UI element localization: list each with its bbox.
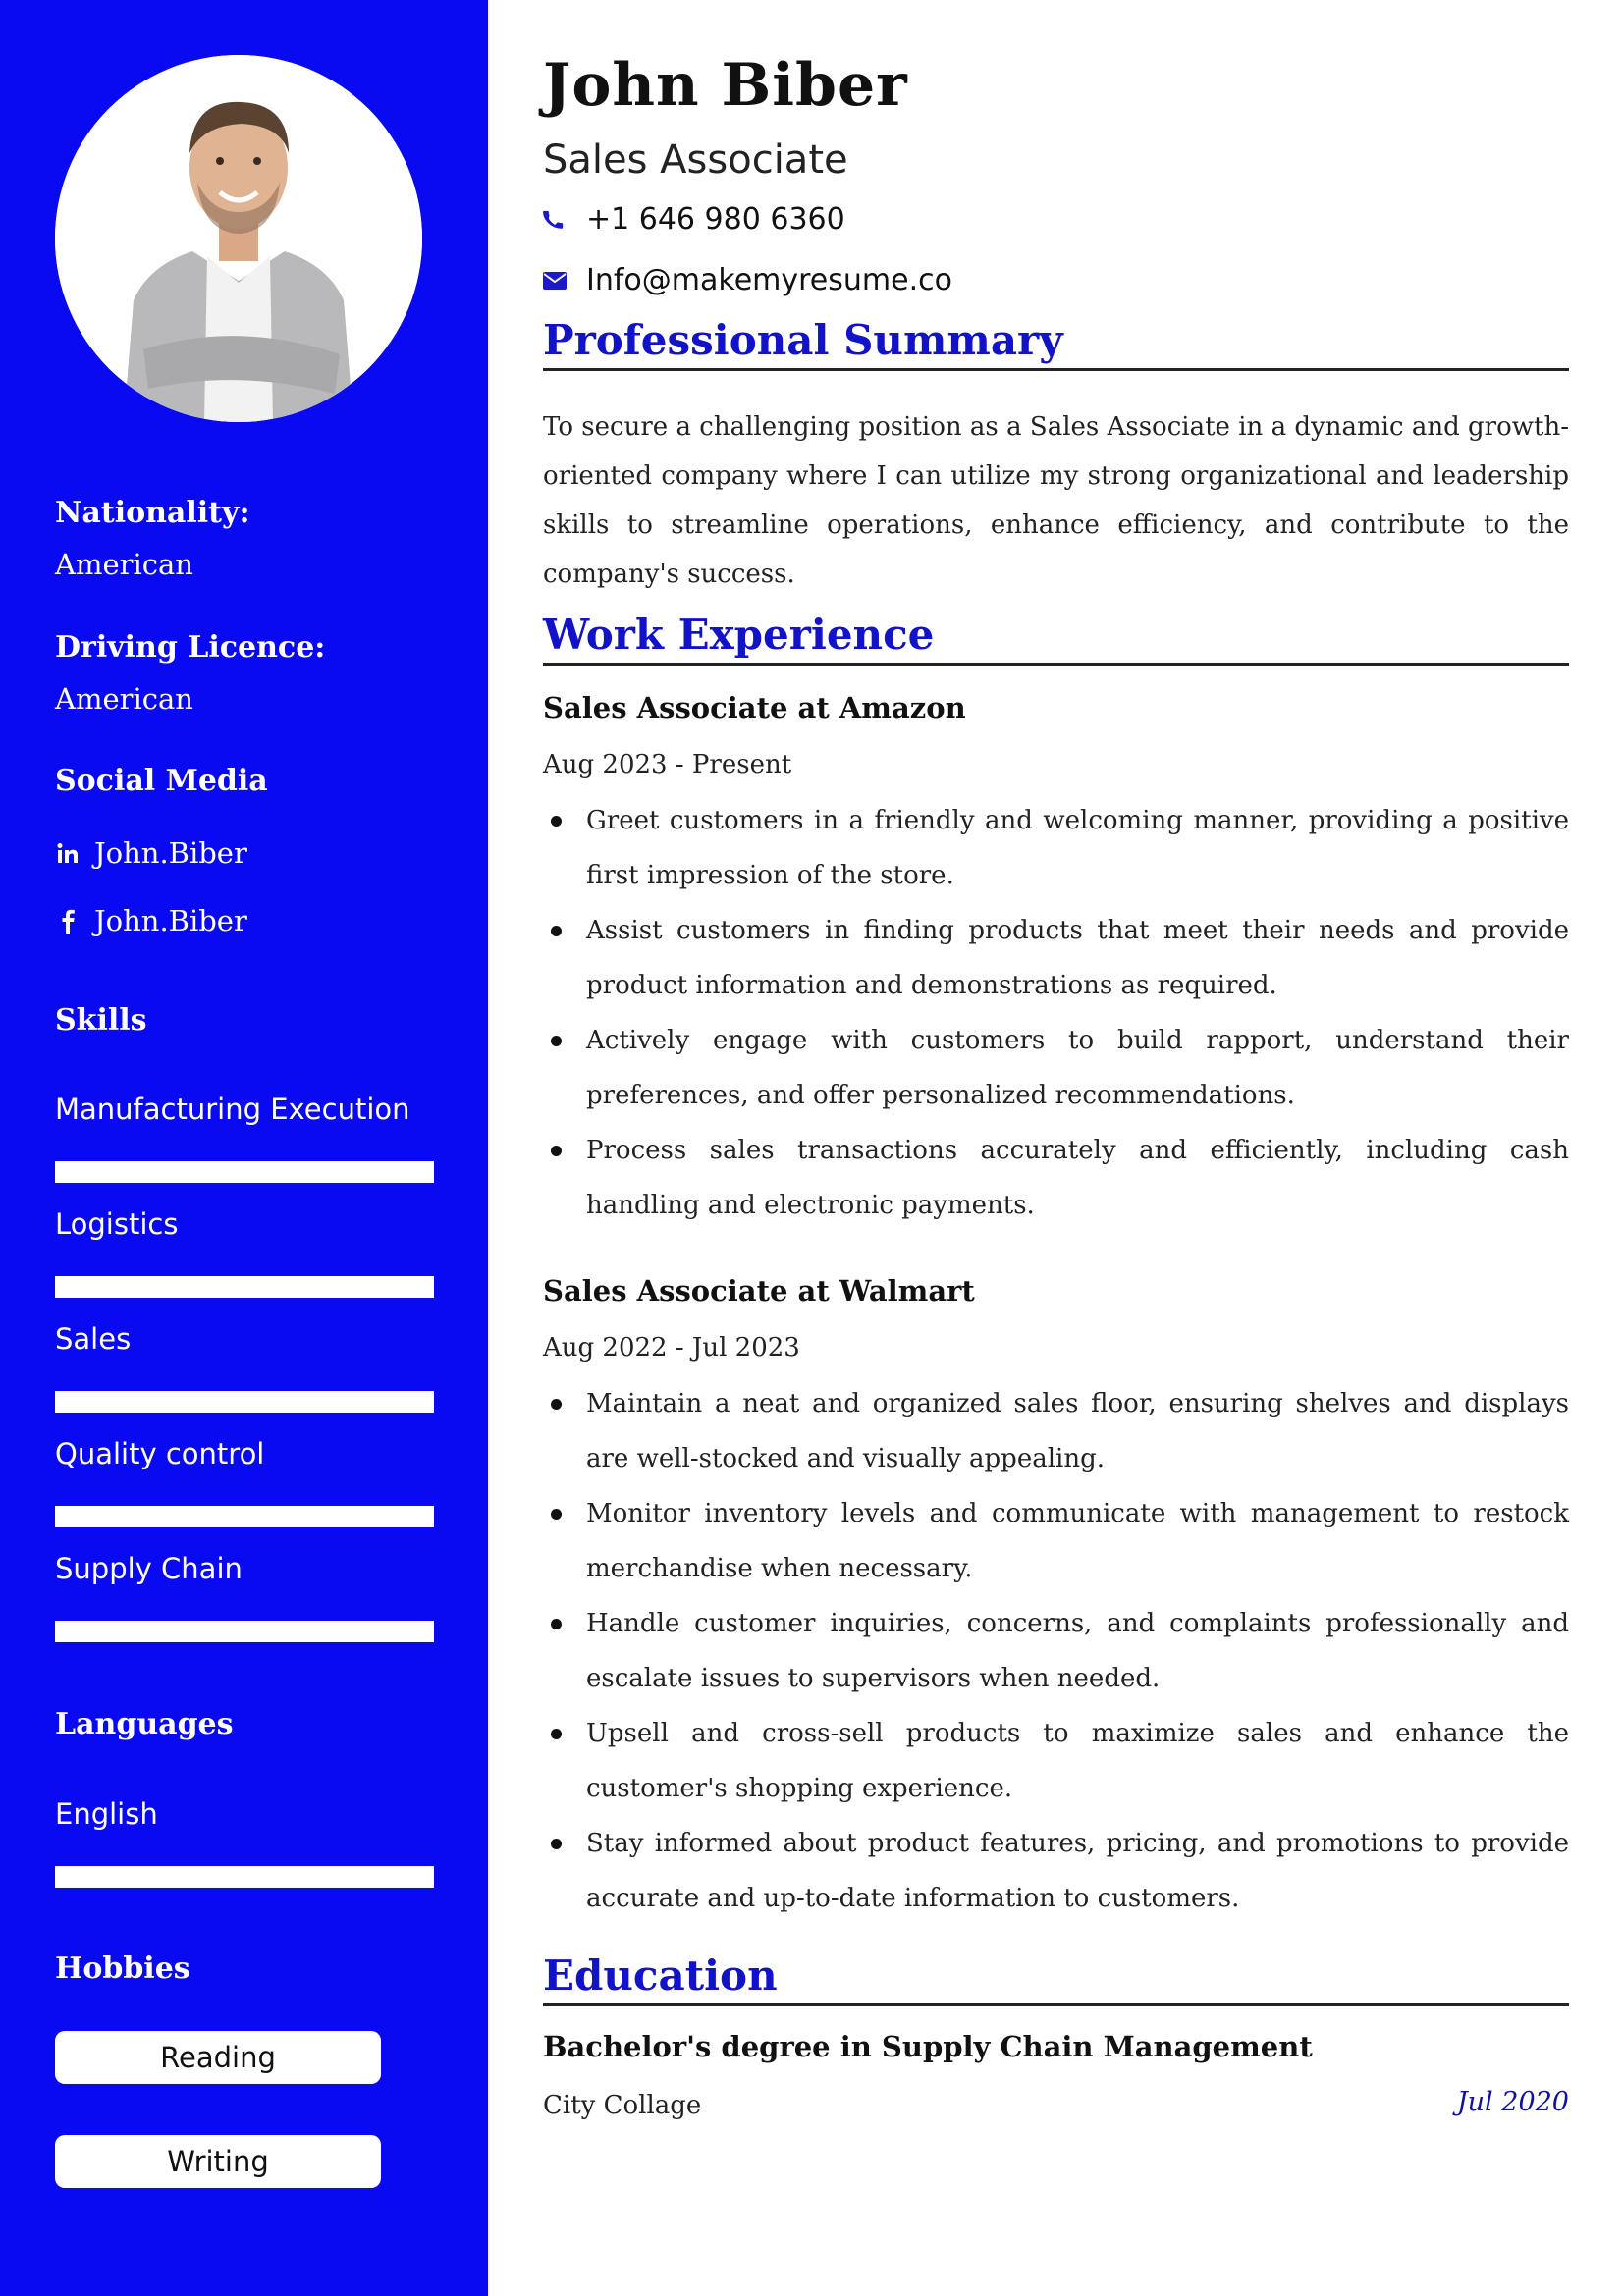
skill-label: Logistics (55, 1207, 179, 1241)
nationality-label: Nationality: (55, 496, 250, 530)
language-bar (55, 1866, 434, 1888)
summary-text: To secure a challenging position as a Sales Associate in a dynamic and growth-oriented company where I can utilize my strong organizational and leadership skills to streamline operations, enhance efficiency, and contribute to the company's success. (543, 412, 1569, 589)
driving-licence-value: American (55, 682, 193, 716)
skill-fill (56, 1277, 433, 1297)
list-item: Stay informed about product features, pricing, and promotions to provide accurate and up-to-date information to customers. (543, 1816, 1569, 1926)
skills-heading: Skills (55, 1003, 147, 1038)
list-item: Handle customer inquiries, concerns, and complaints professionally and escalate issues to supervisors when needed. (543, 1596, 1569, 1706)
facebook-handle: John.Biber (94, 904, 247, 937)
envelope-icon (543, 268, 568, 294)
skill-label: Supply Chain (55, 1552, 243, 1585)
skill-bar (55, 1506, 434, 1527)
education-degree: Bachelor's degree in Supply Chain Management (543, 2030, 1313, 2063)
language-label: English (55, 1797, 158, 1831)
linkedin-handle: John.Biber (94, 836, 247, 870)
education-school: City Collage (543, 2091, 702, 2120)
skill-bar (55, 1161, 434, 1183)
social-media-heading: Social Media (55, 764, 268, 798)
social-link-linkedin[interactable] (55, 836, 247, 870)
list-item: Monitor inventory levels and communicate with management to restock merchandise when necessary. (543, 1486, 1569, 1596)
job-title: Sales Associate at Walmart (543, 1274, 975, 1308)
candidate-title: Sales Associate (543, 137, 848, 183)
hobby-pill: Writing (55, 2135, 381, 2188)
driving-licence-label: Driving Licence: (55, 630, 326, 665)
hobbies-heading: Hobbies (55, 1951, 190, 1986)
skill-fill (56, 1392, 433, 1412)
education-date: Jul 2020 (1456, 2087, 1569, 2117)
candidate-name: John Biber (543, 51, 908, 120)
job-dates: Aug 2022 - Jul 2023 (543, 1333, 800, 1362)
list-item: Actively engage with customers to build rapport, understand their preferences, and offer personalized recommendations. (543, 1013, 1569, 1123)
professional-summary-heading: Professional Summary (543, 316, 1569, 371)
skill-fill (56, 1162, 433, 1182)
skill-label: Sales (55, 1322, 132, 1356)
facebook-icon (55, 906, 81, 935)
skill-bar (55, 1621, 434, 1642)
avatar (55, 55, 422, 422)
nationality-value: American (55, 548, 193, 581)
linkedin-icon (55, 838, 81, 868)
list-item: Process sales transactions accurately and efficiently, including cash handling and electronic payments. (543, 1123, 1569, 1233)
skill-label: Quality control (55, 1437, 265, 1470)
education-heading: Education (543, 1951, 1569, 2006)
skill-fill (56, 1507, 433, 1526)
list-item: Maintain a neat and organized sales floor, ensuring shelves and displays are well-stocked and visually appealing. (543, 1376, 1569, 1486)
skill-bar (55, 1391, 434, 1413)
job-bullets (543, 793, 1569, 1233)
contact-phone[interactable] (543, 202, 845, 237)
job-dates: Aug 2023 - Present (543, 750, 792, 779)
work-experience-heading: Work Experience (543, 611, 1569, 666)
list-item: Assist customers in finding products that meet their needs and provide product information and demonstrations as required. (543, 903, 1569, 1013)
email-address: Info@makemyresume.co (586, 263, 952, 297)
contact-email[interactable] (543, 263, 952, 297)
skill-label: Manufacturing Execution (55, 1093, 410, 1126)
list-item: Greet customers in a friendly and welcoming manner, providing a positive first impression of the store. (543, 793, 1569, 903)
hobby-pill: Reading (55, 2031, 381, 2084)
phone-number: +1 646 980 6360 (586, 202, 845, 237)
social-link-facebook[interactable] (55, 904, 247, 937)
list-item: Upsell and cross-sell products to maximize sales and enhance the customer's shopping experience. (543, 1706, 1569, 1816)
job-title: Sales Associate at Amazon (543, 691, 966, 724)
skill-fill (56, 1622, 433, 1641)
languages-heading: Languages (55, 1707, 234, 1741)
sidebar (0, 0, 488, 2296)
profile-photo (55, 55, 422, 422)
phone-icon (543, 207, 568, 233)
skill-bar (55, 1276, 434, 1298)
language-fill (56, 1867, 433, 1887)
job-bullets (543, 1376, 1569, 1926)
